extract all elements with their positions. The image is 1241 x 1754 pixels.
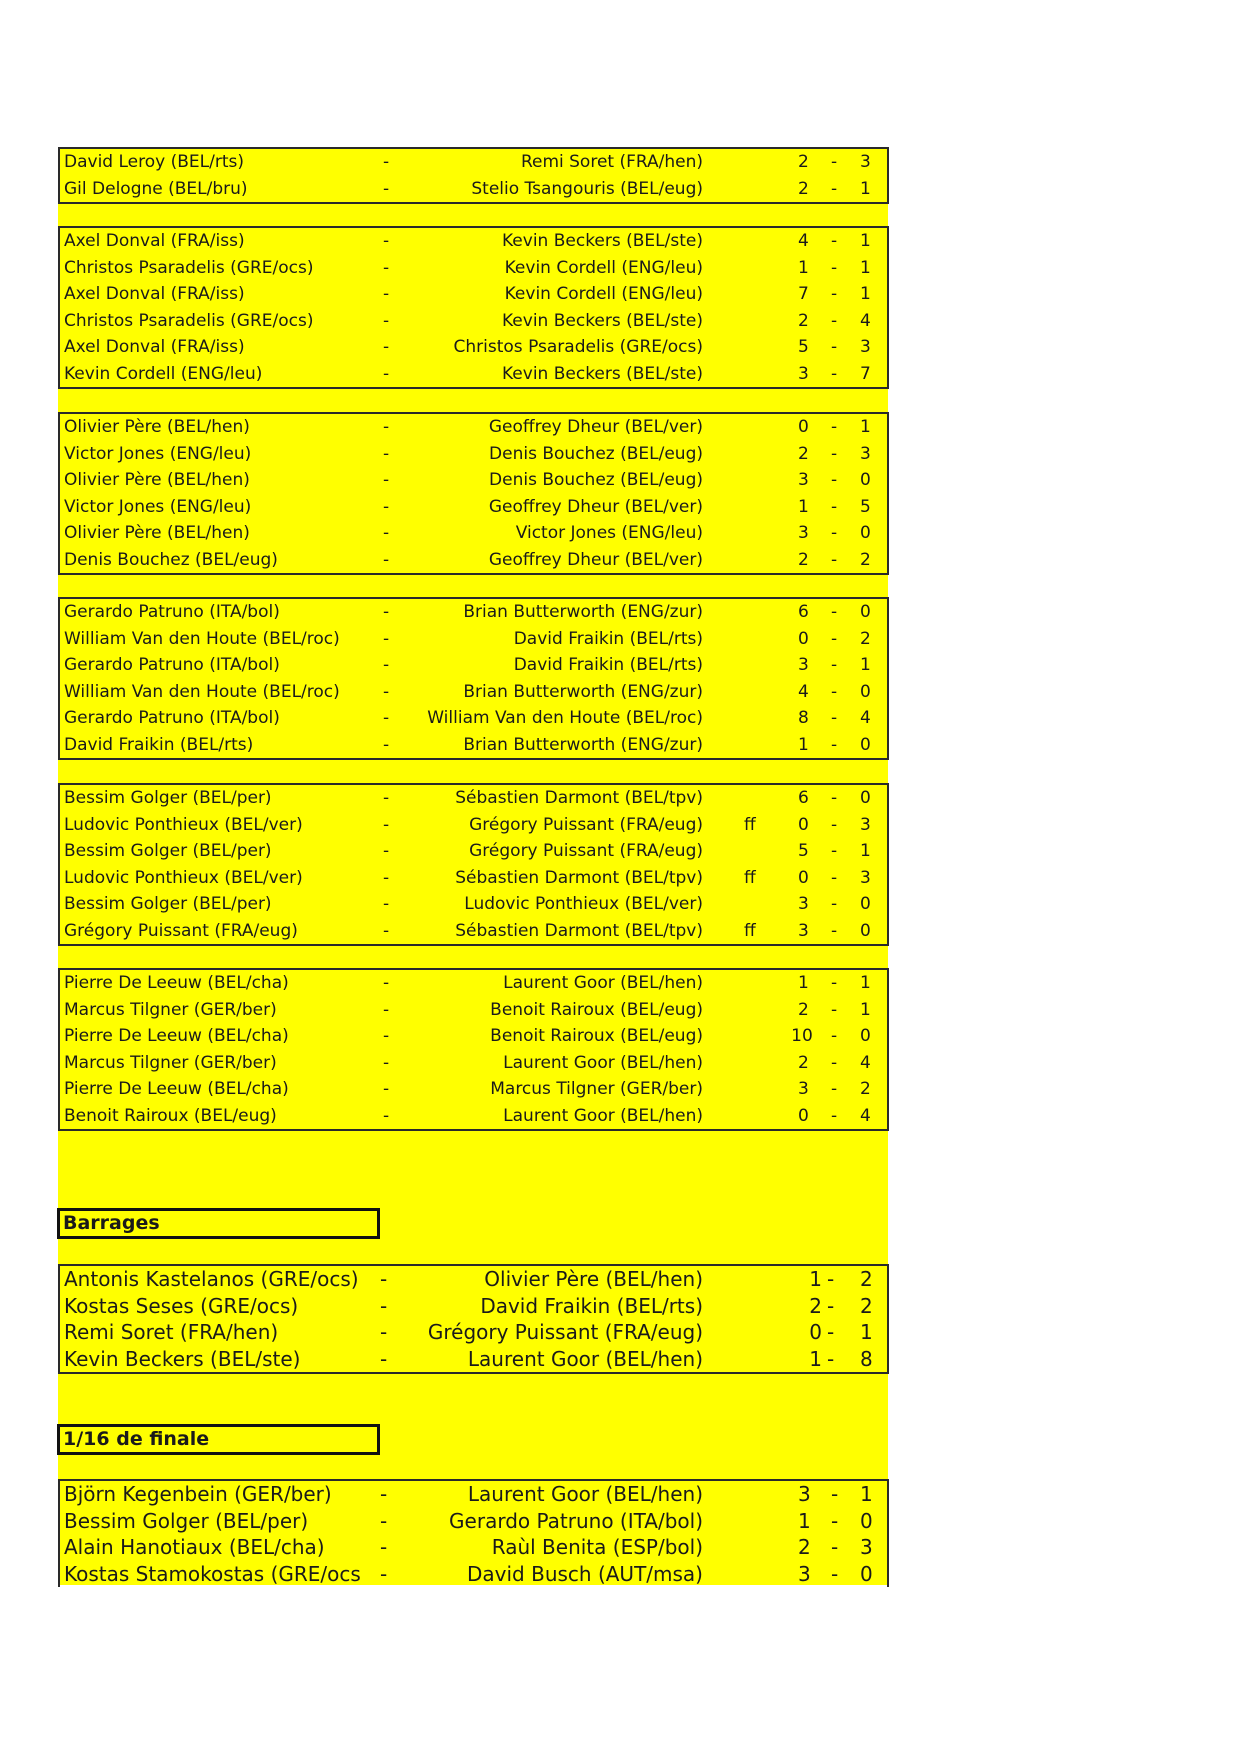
- score-dash: -: [831, 1052, 838, 1073]
- player-away: Geoffrey Dheur (BEL/ver): [488, 496, 703, 517]
- score-home: 3: [798, 1561, 811, 1586]
- player-home: Kevin Cordell (ENG/leu): [64, 363, 263, 384]
- match-row: [60, 255, 887, 282]
- score-home: 7: [798, 284, 809, 304]
- score-dash: -: [831, 920, 838, 941]
- score-away: 1: [860, 655, 871, 675]
- player-home: Alain Hanotiaux (BEL/cha): [64, 1535, 325, 1559]
- score-dash: -: [827, 1267, 835, 1291]
- barrages-heading: Barrages: [57, 1208, 380, 1239]
- score-dash: -: [831, 337, 838, 357]
- score-dash: -: [831, 602, 838, 622]
- versus-separator: -: [383, 602, 390, 622]
- score-home: 0: [798, 814, 809, 835]
- score-away: 2: [860, 1293, 873, 1318]
- player-away: Laurent Goor (BEL/hen): [467, 1482, 703, 1506]
- score-dash: -: [831, 310, 838, 331]
- player-home: Ludovic Ponthieux (BEL/ver): [64, 867, 303, 888]
- match-row: [60, 494, 887, 521]
- match-row: [60, 308, 887, 335]
- score-home: 0: [798, 417, 809, 437]
- match-row: [60, 1076, 887, 1103]
- player-home: Bessim Golger (BEL/per): [64, 841, 272, 861]
- player-home: Kostas Stamokostas (GRE/ocs: [64, 1561, 361, 1586]
- score-home: 4: [798, 231, 809, 251]
- versus-separator: -: [383, 523, 390, 543]
- player-home: Björn Kegenbein (GER/ber): [64, 1482, 332, 1506]
- score-away: 3: [860, 337, 871, 357]
- match-row: [60, 1319, 887, 1346]
- score-home: 3: [798, 523, 809, 543]
- player-home: Pierre De Leeuw (BEL/cha): [64, 973, 289, 993]
- player-home: Christos Psaradelis (GRE/ocs): [64, 257, 314, 278]
- player-home: Victor Jones (ENG/leu): [64, 496, 252, 517]
- match-group: [58, 968, 889, 1131]
- match-row: [60, 149, 887, 176]
- player-away: Denis Bouchez (BEL/eug): [489, 470, 703, 490]
- score-away: 0: [860, 470, 871, 490]
- player-away: Kevin Beckers (BEL/ste): [502, 310, 703, 331]
- match-group: [58, 783, 889, 946]
- forfeit-flag: ff: [744, 814, 756, 835]
- match-row: [60, 176, 887, 203]
- player-away: Grégory Puissant (FRA/eug): [469, 841, 703, 861]
- score-dash: -: [831, 867, 838, 888]
- score-away: 0: [860, 1026, 871, 1046]
- versus-separator: -: [380, 1267, 388, 1291]
- match-row: [60, 228, 887, 255]
- match-row: [60, 812, 887, 839]
- score-away: 0: [860, 788, 871, 808]
- player-away: Christos Psaradelis (GRE/ocs): [453, 337, 703, 357]
- player-away: David Fraikin (BEL/rts): [513, 655, 703, 675]
- match-row: [60, 1103, 887, 1130]
- score-dash: -: [831, 257, 838, 278]
- score-away: 4: [860, 1052, 871, 1073]
- match-row: [60, 1481, 887, 1508]
- score-home: 2: [798, 443, 809, 464]
- sixteenth-final-matches: [58, 1479, 889, 1587]
- score-home: 1: [798, 734, 809, 755]
- versus-separator: -: [383, 708, 390, 728]
- player-home: Axel Donval (FRA/iss): [64, 231, 245, 251]
- versus-separator: -: [383, 417, 390, 437]
- score-home: 3: [798, 1079, 809, 1099]
- score-away: 1: [860, 841, 871, 861]
- versus-separator: -: [383, 363, 390, 384]
- score-away: 0: [860, 602, 871, 622]
- player-away: David Fraikin (BEL/rts): [480, 1293, 703, 1318]
- player-home: Gerardo Patruno (ITA/bol): [64, 602, 280, 622]
- match-row: [60, 547, 887, 574]
- player-away: Kevin Cordell (ENG/leu): [504, 284, 703, 304]
- match-row: [60, 838, 887, 865]
- player-away: Kevin Beckers (BEL/ste): [502, 363, 703, 384]
- versus-separator: -: [380, 1535, 388, 1559]
- score-home: 5: [798, 841, 809, 861]
- player-away: Benoit Rairoux (BEL/eug): [490, 1026, 703, 1046]
- score-away: 3: [860, 152, 871, 172]
- score-home: 2: [798, 549, 809, 570]
- score-dash: -: [831, 417, 838, 437]
- player-away: Grégory Puissant (FRA/eug): [469, 814, 703, 835]
- player-home: Pierre De Leeuw (BEL/cha): [64, 1026, 289, 1046]
- player-away: Laurent Goor (BEL/hen): [503, 1105, 703, 1126]
- match-group: [58, 147, 889, 204]
- versus-separator: -: [383, 152, 390, 172]
- score-home: 0: [798, 1105, 809, 1126]
- score-away: 0: [860, 1508, 873, 1533]
- player-away: Brian Butterworth (ENG/zur): [463, 734, 703, 755]
- player-home: Olivier Père (BEL/hen): [64, 417, 250, 437]
- score-dash: -: [827, 1320, 835, 1344]
- match-row: [60, 441, 887, 468]
- versus-separator: -: [380, 1508, 388, 1533]
- score-away: 0: [860, 523, 871, 543]
- score-away: 5: [860, 496, 871, 517]
- score-away: 2: [860, 1267, 873, 1291]
- match-row: [60, 865, 887, 892]
- score-dash: -: [831, 284, 838, 304]
- player-away: Victor Jones (ENG/leu): [515, 523, 703, 543]
- score-away: 1: [860, 1320, 873, 1344]
- player-home: Bessim Golger (BEL/per): [64, 1508, 309, 1533]
- score-home: 2: [798, 178, 809, 199]
- player-home: David Fraikin (BEL/rts): [64, 734, 254, 755]
- score-away: 4: [860, 708, 871, 728]
- player-home: William Van den Houte (BEL/roc): [64, 628, 340, 649]
- match-row: [60, 1561, 887, 1588]
- score-away: 0: [860, 681, 871, 702]
- player-away: Geoffrey Dheur (BEL/ver): [488, 549, 703, 570]
- versus-separator: -: [383, 496, 390, 517]
- score-home: 2: [798, 152, 809, 172]
- versus-separator: -: [383, 549, 390, 570]
- score-away: 3: [860, 867, 871, 888]
- score-away: 3: [860, 443, 871, 464]
- versus-separator: -: [383, 1026, 390, 1046]
- forfeit-flag: ff: [744, 867, 756, 888]
- score-away: 3: [860, 814, 871, 835]
- score-home: 3: [798, 920, 809, 941]
- match-row: [60, 970, 887, 997]
- versus-separator: -: [383, 814, 390, 835]
- player-away: Brian Butterworth (ENG/zur): [463, 602, 703, 622]
- match-row: [60, 918, 887, 945]
- match-row: [60, 1346, 887, 1373]
- player-away: David Fraikin (BEL/rts): [513, 628, 703, 649]
- score-away: 0: [860, 1561, 873, 1586]
- match-row: [60, 732, 887, 759]
- score-dash: -: [831, 178, 838, 199]
- player-away: Laurent Goor (BEL/hen): [503, 973, 703, 993]
- versus-separator: -: [383, 284, 390, 304]
- match-row: [60, 679, 887, 706]
- forfeit-flag: ff: [744, 920, 756, 941]
- versus-separator: -: [383, 470, 390, 490]
- match-row: [60, 361, 887, 388]
- score-home: 6: [798, 788, 809, 808]
- player-away: Olivier Père (BEL/hen): [484, 1267, 703, 1291]
- versus-separator: -: [383, 681, 390, 702]
- score-home: 0: [798, 628, 809, 649]
- score-home: 5: [798, 337, 809, 357]
- score-away: 2: [860, 1079, 871, 1099]
- player-away: Kevin Cordell (ENG/leu): [504, 257, 703, 278]
- score-away: 3: [860, 1535, 873, 1559]
- score-dash: -: [831, 363, 838, 384]
- player-away: Sébastien Darmont (BEL/tpv): [455, 867, 703, 888]
- player-away: Grégory Puissant (FRA/eug): [427, 1320, 703, 1344]
- match-row: [60, 705, 887, 732]
- player-home: Kostas Seses (GRE/ocs): [64, 1293, 299, 1318]
- player-away: Remi Soret (FRA/hen): [520, 152, 703, 172]
- player-home: Antonis Kastelanos (GRE/ocs): [64, 1267, 359, 1291]
- score-home: 2: [798, 1052, 809, 1073]
- score-home: 1: [809, 1346, 822, 1371]
- score-away: 0: [860, 894, 871, 914]
- player-home: Gerardo Patruno (ITA/bol): [64, 708, 280, 728]
- player-home: Remi Soret (FRA/hen): [64, 1320, 279, 1344]
- score-dash: -: [831, 681, 838, 702]
- score-dash: -: [831, 628, 838, 649]
- score-dash: -: [827, 1293, 835, 1318]
- player-home: William Van den Houte (BEL/roc): [64, 681, 340, 702]
- score-dash: -: [831, 973, 838, 993]
- score-away: 1: [860, 231, 871, 251]
- score-away: 4: [860, 1105, 871, 1126]
- versus-separator: -: [383, 973, 390, 993]
- player-away: Denis Bouchez (BEL/eug): [489, 443, 703, 464]
- score-away: 1: [860, 417, 871, 437]
- score-away: 8: [860, 1346, 873, 1371]
- player-home: Kevin Beckers (BEL/ste): [64, 1346, 301, 1371]
- score-dash: -: [831, 496, 838, 517]
- versus-separator: -: [383, 443, 390, 464]
- match-row: [60, 1508, 887, 1535]
- versus-separator: -: [383, 867, 390, 888]
- score-away: 1: [860, 999, 871, 1020]
- player-home: Axel Donval (FRA/iss): [64, 337, 245, 357]
- score-dash: -: [831, 655, 838, 675]
- player-home: Olivier Père (BEL/hen): [64, 523, 250, 543]
- match-row: [60, 1534, 887, 1561]
- player-away: David Busch (AUT/msa): [467, 1561, 703, 1586]
- versus-separator: -: [380, 1482, 388, 1506]
- player-away: Brian Butterworth (ENG/zur): [463, 681, 703, 702]
- barrages-matches: [58, 1264, 889, 1374]
- player-home: Marcus Tilgner (GER/ber): [64, 1052, 277, 1073]
- player-away: Laurent Goor (BEL/hen): [467, 1346, 703, 1371]
- versus-separator: -: [383, 920, 390, 941]
- player-away: Laurent Goor (BEL/hen): [503, 1052, 703, 1073]
- player-away: Stelio Tsangouris (BEL/eug): [471, 178, 703, 199]
- player-home: Denis Bouchez (BEL/eug): [64, 549, 278, 570]
- player-home: Bessim Golger (BEL/per): [64, 894, 272, 914]
- versus-separator: -: [380, 1293, 388, 1318]
- score-away: 2: [860, 549, 871, 570]
- versus-separator: -: [380, 1561, 388, 1586]
- score-dash: -: [831, 814, 838, 835]
- player-away: Gerardo Patruno (ITA/bol): [449, 1508, 703, 1533]
- score-away: 1: [860, 257, 871, 278]
- score-home: 3: [798, 1482, 811, 1506]
- score-home: 2: [798, 310, 809, 331]
- score-dash: -: [831, 152, 838, 172]
- score-dash: -: [831, 1026, 838, 1046]
- versus-separator: -: [383, 257, 390, 278]
- score-home: 2: [809, 1293, 822, 1318]
- score-home: 2: [798, 1535, 811, 1559]
- player-home: Axel Donval (FRA/iss): [64, 284, 245, 304]
- match-row: [60, 1050, 887, 1077]
- match-row: [60, 281, 887, 308]
- versus-separator: -: [380, 1346, 388, 1371]
- score-home: 8: [798, 708, 809, 728]
- score-away: 1: [860, 1482, 873, 1506]
- player-away: Raùl Benita (ESP/bol): [491, 1535, 703, 1559]
- score-away: 1: [860, 284, 871, 304]
- score-home: 0: [798, 867, 809, 888]
- match-row: [60, 1023, 887, 1050]
- versus-separator: -: [383, 999, 390, 1020]
- score-dash: -: [831, 999, 838, 1020]
- player-home: Grégory Puissant (FRA/eug): [64, 920, 298, 941]
- score-dash: -: [831, 549, 838, 570]
- player-home: Gil Delogne (BEL/bru): [64, 178, 248, 199]
- score-home: 1: [798, 496, 809, 517]
- score-dash: -: [831, 788, 838, 808]
- versus-separator: -: [383, 1052, 390, 1073]
- player-home: Benoit Rairoux (BEL/eug): [64, 1105, 277, 1126]
- score-dash: -: [831, 708, 838, 728]
- player-away: Marcus Tilgner (GER/ber): [490, 1079, 703, 1099]
- score-away: 1: [860, 973, 871, 993]
- score-home: 10: [791, 1026, 813, 1046]
- score-dash: -: [831, 841, 838, 861]
- score-dash: -: [831, 1508, 839, 1533]
- match-row: [60, 891, 887, 918]
- versus-separator: -: [383, 1105, 390, 1126]
- score-home: 3: [798, 363, 809, 384]
- versus-separator: -: [383, 841, 390, 861]
- versus-separator: -: [383, 1079, 390, 1099]
- score-dash: -: [831, 1535, 839, 1559]
- score-dash: -: [831, 523, 838, 543]
- score-home: 1: [798, 973, 809, 993]
- match-group: [58, 226, 889, 389]
- match-row: [60, 785, 887, 812]
- player-away: Sébastien Darmont (BEL/tpv): [455, 920, 703, 941]
- versus-separator: -: [383, 655, 390, 675]
- score-dash: -: [827, 1346, 835, 1371]
- score-home: 4: [798, 681, 809, 702]
- match-row: [60, 652, 887, 679]
- score-away: 2: [860, 628, 871, 649]
- player-home: Ludovic Ponthieux (BEL/ver): [64, 814, 303, 835]
- player-home: Bessim Golger (BEL/per): [64, 788, 272, 808]
- versus-separator: -: [383, 788, 390, 808]
- match-group: [58, 412, 889, 575]
- match-row: [60, 1293, 887, 1320]
- score-dash: -: [831, 443, 838, 464]
- score-home: 3: [798, 655, 809, 675]
- match-row: [60, 414, 887, 441]
- versus-separator: -: [383, 628, 390, 649]
- versus-separator: -: [380, 1320, 388, 1344]
- score-home: 1: [809, 1267, 822, 1291]
- score-dash: -: [831, 1482, 839, 1506]
- match-row: [60, 626, 887, 653]
- score-home: 2: [798, 999, 809, 1020]
- score-dash: -: [831, 1105, 838, 1126]
- player-away: Geoffrey Dheur (BEL/ver): [488, 417, 703, 437]
- score-dash: -: [831, 1561, 839, 1586]
- score-away: 4: [860, 310, 871, 331]
- score-home: 0: [809, 1320, 822, 1344]
- score-home: 6: [798, 602, 809, 622]
- score-dash: -: [831, 231, 838, 251]
- player-away: Kevin Beckers (BEL/ste): [502, 231, 703, 251]
- score-away: 7: [860, 363, 871, 384]
- score-away: 0: [860, 734, 871, 755]
- player-away: William Van den Houte (BEL/roc): [427, 708, 703, 728]
- score-home: 1: [798, 1508, 811, 1533]
- match-row: [60, 599, 887, 626]
- sixteenth-final-heading: 1/16 de finale: [57, 1424, 380, 1455]
- score-dash: -: [831, 470, 838, 490]
- player-home: Marcus Tilgner (GER/ber): [64, 999, 277, 1020]
- match-row: [60, 1266, 887, 1293]
- score-away: 0: [860, 920, 871, 941]
- score-home: 3: [798, 470, 809, 490]
- score-home: 3: [798, 894, 809, 914]
- match-row: [60, 334, 887, 361]
- score-dash: -: [831, 894, 838, 914]
- versus-separator: -: [383, 734, 390, 755]
- player-home: Christos Psaradelis (GRE/ocs): [64, 310, 314, 331]
- match-row: [60, 997, 887, 1024]
- match-row: [60, 467, 887, 494]
- player-away: Ludovic Ponthieux (BEL/ver): [464, 894, 703, 914]
- versus-separator: -: [383, 894, 390, 914]
- match-group: [58, 597, 889, 760]
- score-dash: -: [831, 734, 838, 755]
- player-away: Benoit Rairoux (BEL/eug): [490, 999, 703, 1020]
- score-dash: -: [831, 1079, 838, 1099]
- match-row: [60, 520, 887, 547]
- score-away: 1: [860, 178, 871, 199]
- player-home: Pierre De Leeuw (BEL/cha): [64, 1079, 289, 1099]
- score-home: 1: [798, 257, 809, 278]
- player-home: David Leroy (BEL/rts): [64, 152, 244, 172]
- player-home: Victor Jones (ENG/leu): [64, 443, 252, 464]
- player-home: Olivier Père (BEL/hen): [64, 470, 250, 490]
- player-home: Gerardo Patruno (ITA/bol): [64, 655, 280, 675]
- versus-separator: -: [383, 310, 390, 331]
- versus-separator: -: [383, 231, 390, 251]
- versus-separator: -: [383, 337, 390, 357]
- versus-separator: -: [383, 178, 390, 199]
- player-away: Sébastien Darmont (BEL/tpv): [455, 788, 703, 808]
